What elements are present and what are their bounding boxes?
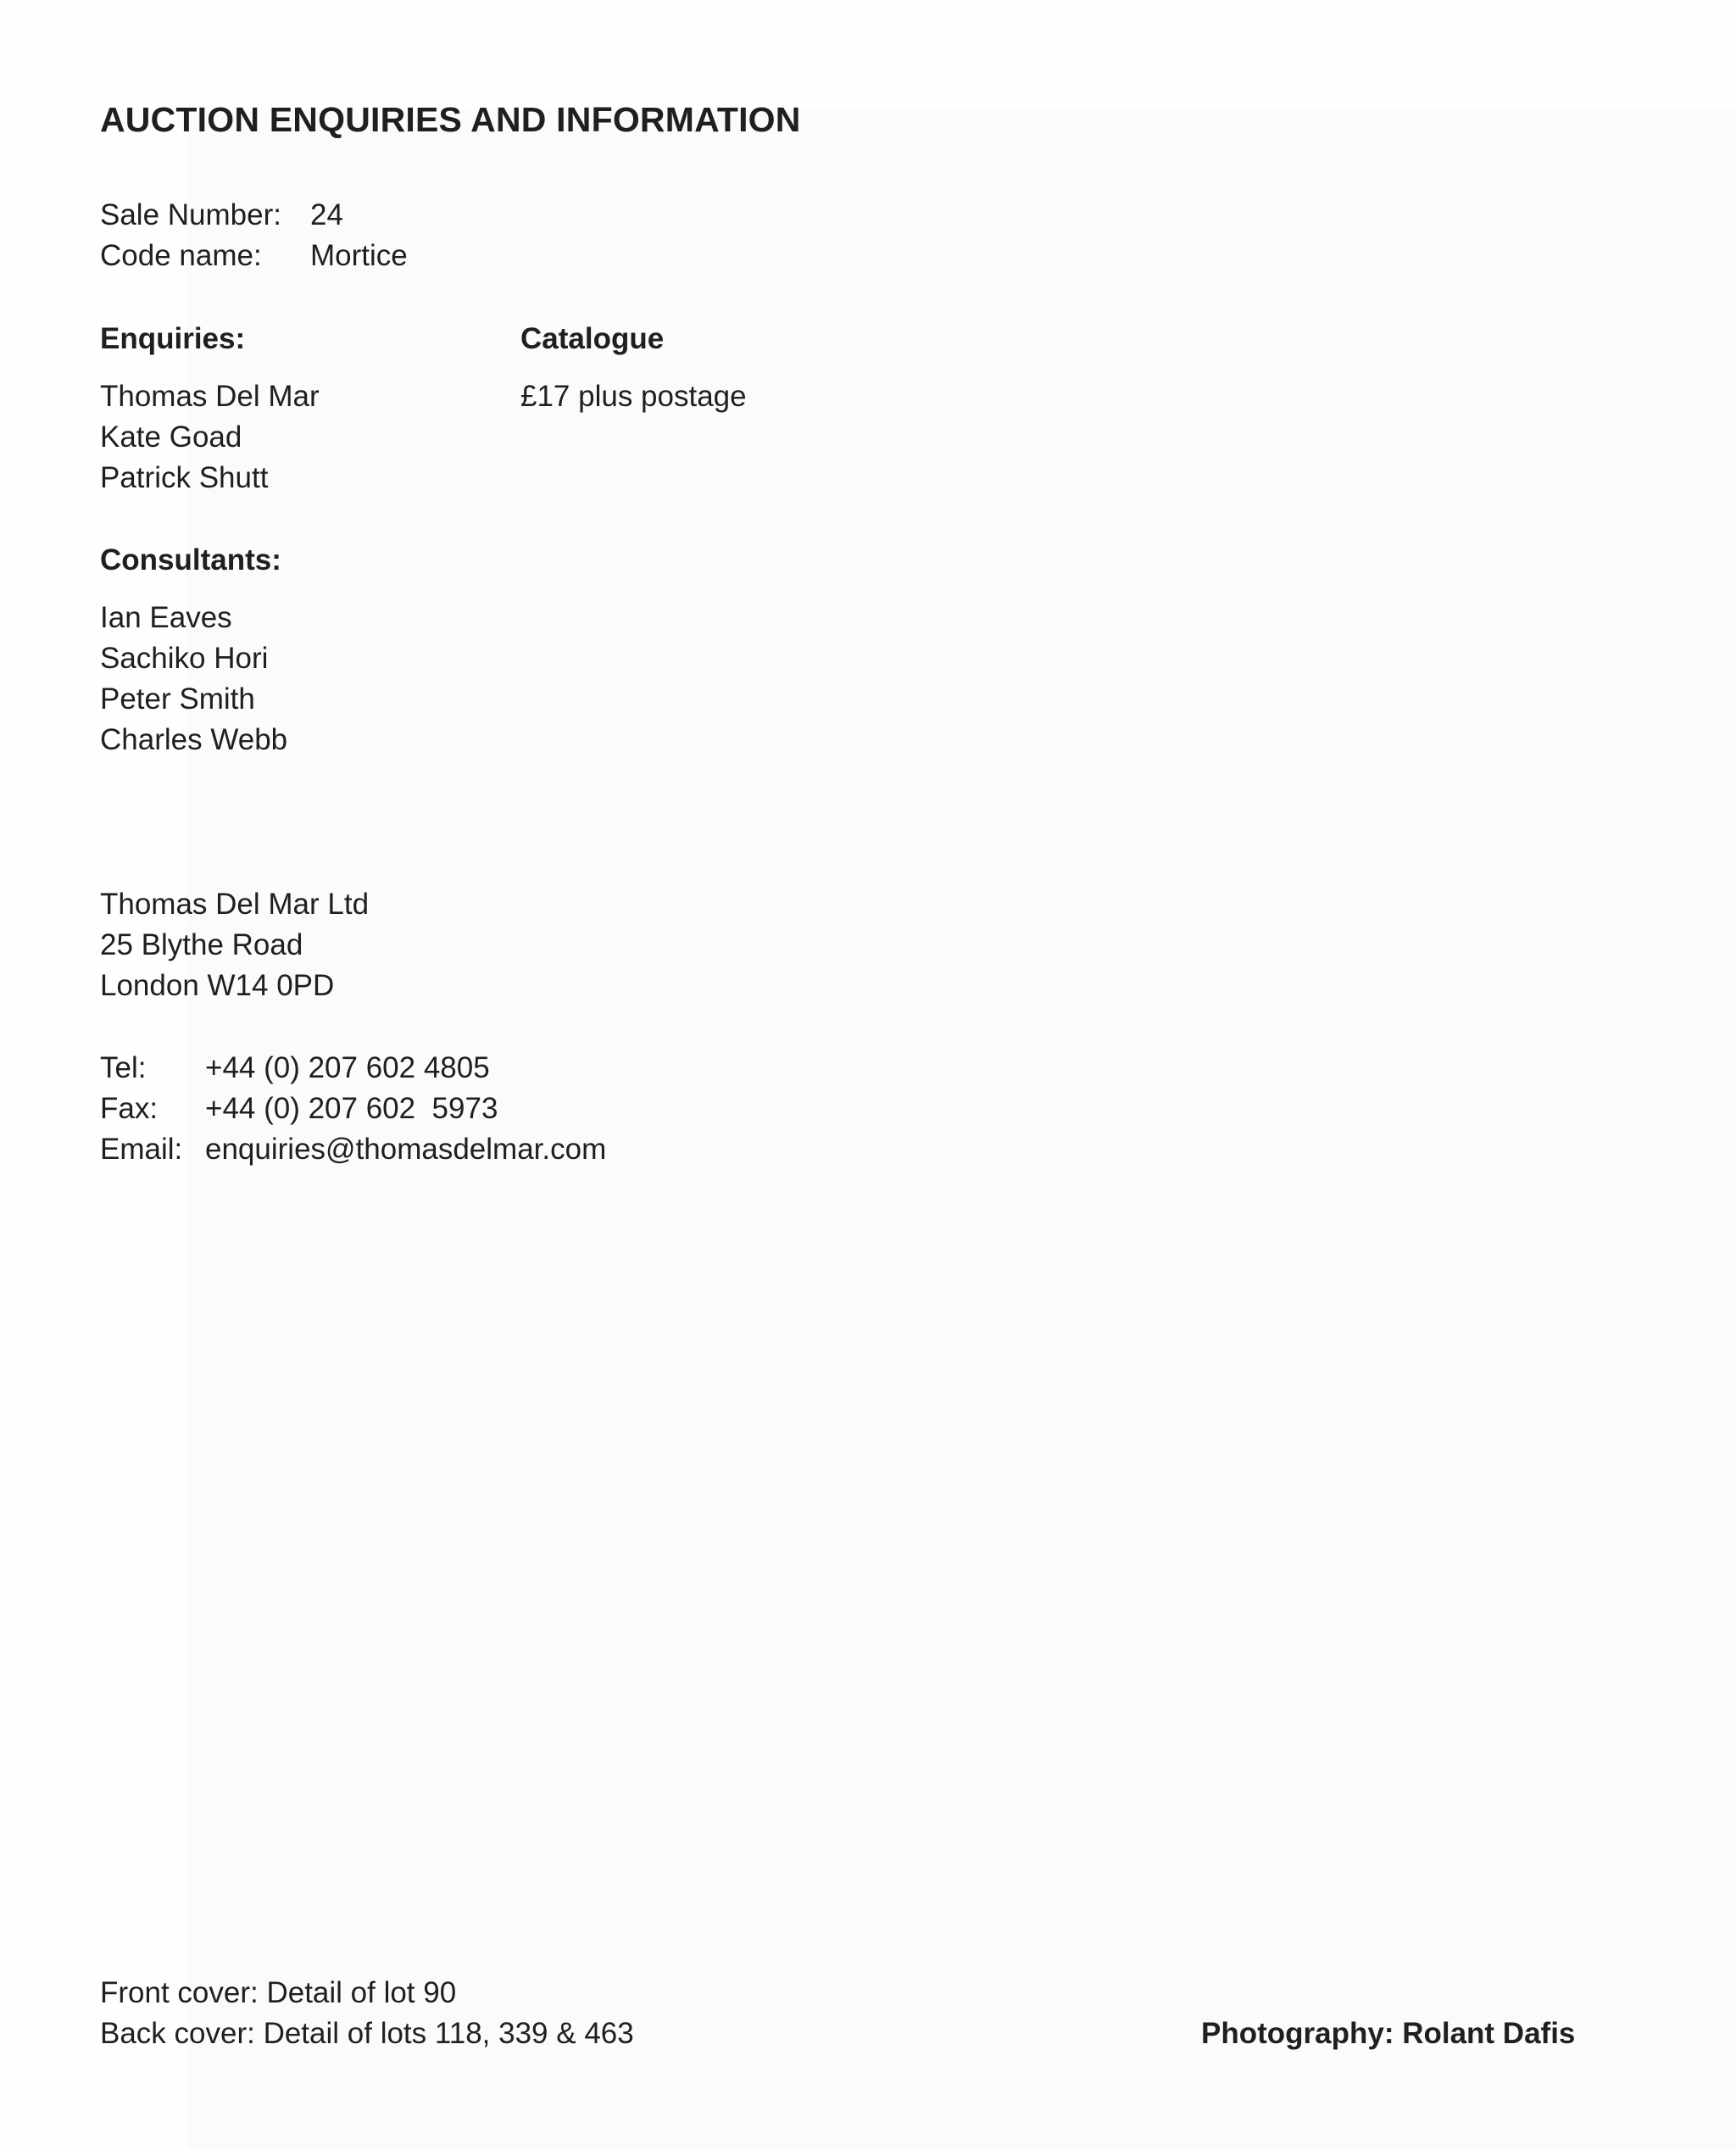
email-value: enquiries@thomasdelmar.com	[205, 1133, 607, 1166]
consultant-name: Sachiko Hori	[100, 642, 269, 675]
photography-credit: Photography: Rolant Dafis	[1201, 2017, 1576, 2050]
enquiries-name: Kate Goad	[100, 421, 242, 454]
enquiries-heading: Enquiries:	[100, 322, 246, 355]
sale-number-label: Sale Number:	[100, 198, 281, 231]
catalogue-heading: Catalogue	[520, 322, 665, 355]
fax-value: +44 (0) 207 602 5973	[205, 1092, 498, 1125]
page-title: AUCTION ENQUIRIES AND INFORMATION	[100, 100, 801, 139]
front-cover-caption: Front cover: Detail of lot 90	[100, 1976, 457, 2009]
consultant-name: Peter Smith	[100, 682, 255, 716]
consultants-list	[100, 598, 287, 760]
code-name-value: Mortice	[310, 239, 408, 272]
tel-label: Tel:	[100, 1051, 147, 1084]
consultant-name: Ian Eaves	[100, 601, 232, 634]
address-line: 25 Blythe Road	[100, 928, 303, 961]
consultants-heading: Consultants:	[100, 543, 281, 576]
enquiries-name: Thomas Del Mar	[100, 380, 320, 413]
address-line: Thomas Del Mar Ltd	[100, 888, 370, 921]
address-line: London W14 0PD	[100, 969, 335, 1002]
consultant-name: Charles Webb	[100, 723, 288, 756]
enquiries-list	[100, 376, 320, 499]
email-label: Email:	[100, 1133, 183, 1166]
code-name-label: Code name:	[100, 239, 262, 272]
back-cover-caption: Back cover: Detail of lots 118, 339 & 463	[100, 2017, 634, 2050]
tel-value: +44 (0) 207 602 4805	[205, 1051, 490, 1084]
fax-label: Fax:	[100, 1092, 159, 1125]
enquiries-name: Patrick Shutt	[100, 461, 269, 494]
sale-number-value: 24	[310, 198, 343, 231]
company-address	[100, 884, 369, 1006]
catalogue-price: £17 plus postage	[520, 380, 747, 413]
